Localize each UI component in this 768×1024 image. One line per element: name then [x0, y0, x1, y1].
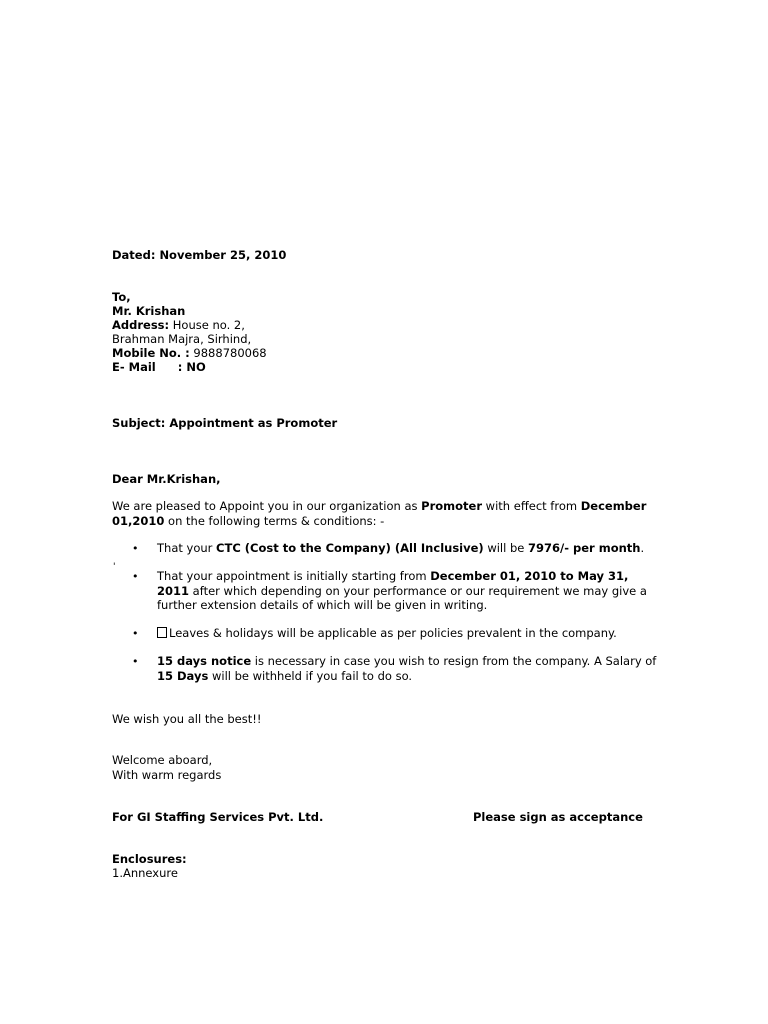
term-text: .: [640, 541, 645, 555]
dated-line: Dated: November 25, 2010: [112, 248, 287, 262]
closing-wish: We wish you all the best!!: [112, 712, 262, 726]
checkbox-glyph-icon: [157, 627, 167, 638]
term-text: after which depending on your performance or our requirement we may give a further extension details of which will be given in writing.: [157, 583, 647, 612]
intro-text-2: with effect from: [482, 499, 581, 513]
term-bold: 7976/- per month: [528, 541, 641, 555]
company-signature: For GI Staffing Services Pvt. Ltd.: [112, 810, 324, 824]
bullet-marker: •: [132, 542, 139, 555]
term-text: is necessary in case you wish to resign from the company. A Salary of: [251, 654, 657, 668]
closing-welcome: Welcome aboard,: [112, 753, 213, 767]
bullet-marker: •: [132, 627, 139, 640]
term-leaves: [157, 626, 657, 641]
term-bold: 15 Days: [157, 668, 209, 683]
term-text: will be: [483, 541, 529, 555]
mobile-line: [112, 346, 267, 360]
email-value: : NO: [177, 360, 206, 374]
term-text: Leaves & holidays will be applicable as per policies prevalent in the company.: [169, 626, 617, 640]
subject-line: Subject: Appointment as Promoter: [112, 416, 338, 430]
address-line1: House no. 2,: [172, 318, 245, 332]
term-text: That your: [157, 541, 217, 555]
term-bold: 15 days notice: [157, 654, 252, 668]
acceptance-signature: Please sign as acceptance: [473, 810, 643, 824]
term-notice: [157, 654, 657, 683]
enclosures-label: Enclosures:: [112, 852, 187, 866]
term-text: will be withheld if you fail to do so.: [208, 668, 413, 683]
address-line2: Brahman Majra, Sirhind,: [112, 332, 252, 346]
bullet-marker: •: [132, 655, 139, 668]
email-label: E- Mail: [112, 360, 156, 374]
to-label: To,: [112, 290, 131, 304]
intro-paragraph: [112, 499, 657, 529]
mobile-label: Mobile No. :: [112, 346, 190, 360]
enclosure-item: 1.Annexure: [112, 866, 178, 880]
intro-text-3: on the following terms & conditions: -: [164, 514, 385, 528]
bullet-marker: •: [132, 570, 139, 583]
term-text: That your appointment is initially starting from: [157, 569, 431, 583]
recipient-name: Mr. Krishan: [112, 304, 186, 318]
term-duration: [157, 569, 657, 613]
email-line: [112, 360, 206, 374]
term-ctc: [157, 541, 657, 556]
intro-role: Promoter: [421, 499, 483, 513]
stray-mark: ': [113, 562, 116, 572]
term-bold: CTC (Cost to the Company) (All Inclusive): [216, 541, 484, 555]
intro-text-1: We are pleased to Appoint you in our organization as: [112, 499, 422, 513]
term-bold: December 01, 2010 to May 31, 2011: [157, 569, 629, 598]
intro-date: December 01,2010: [112, 499, 647, 528]
address-label: Address:: [112, 318, 170, 332]
salutation: Dear Mr.Krishan,: [112, 472, 221, 486]
closing-regards: With warm regards: [112, 768, 222, 782]
address-line: [112, 318, 245, 332]
mobile-value: 9888780068: [193, 346, 267, 360]
